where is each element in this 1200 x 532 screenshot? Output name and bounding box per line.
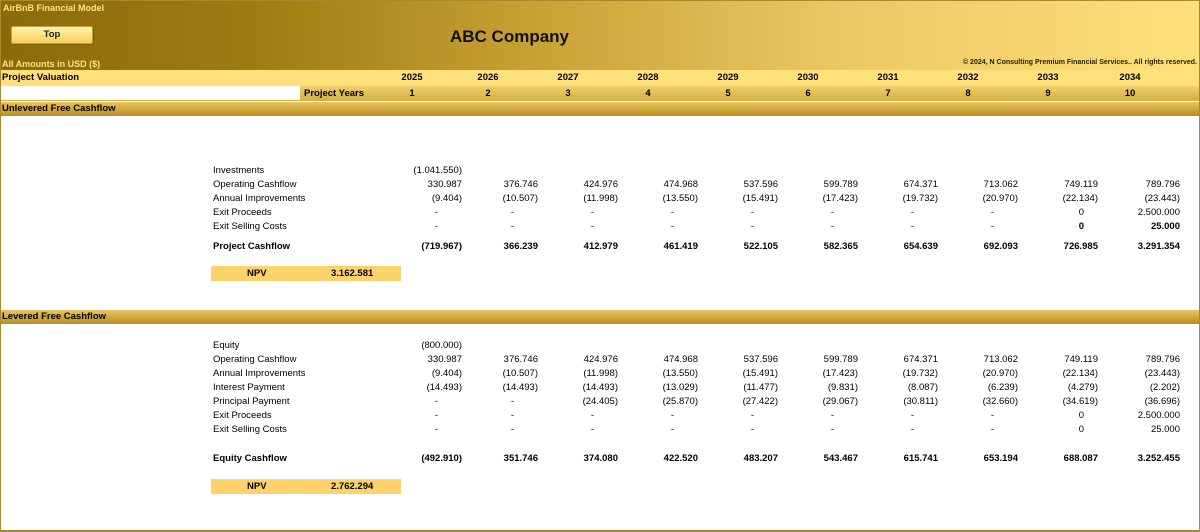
value-cell: (10.507) — [502, 368, 538, 379]
value-cell: 351.746 — [503, 453, 538, 464]
currency-label: All Amounts in USD ($) — [2, 59, 101, 69]
value-cell: (4.279) — [1067, 382, 1098, 393]
value-cell: - — [670, 424, 674, 435]
value-cell: (11.998) — [583, 368, 618, 379]
value-cell: - — [670, 410, 674, 421]
company-title: ABC Company — [450, 27, 570, 46]
row-label: Exit Proceeds — [213, 207, 272, 218]
row-label: Equity — [213, 340, 240, 351]
value-cell: (719.967) — [421, 241, 462, 252]
row-label: Exit Selling Costs — [213, 424, 287, 435]
value-cell: 0 — [1078, 221, 1084, 232]
value-cell: (2.202) — [1149, 382, 1180, 393]
value-cell: 713.062 — [983, 354, 1018, 365]
value-cell: 749.119 — [1064, 179, 1098, 190]
value-cell: - — [434, 424, 438, 435]
value-cell: 713.062 — [983, 179, 1018, 190]
table-row — [0, 193, 1200, 207]
header-banner — [0, 0, 1200, 70]
project-years-row — [0, 86, 1200, 101]
value-cell: 25.000 — [1150, 424, 1180, 435]
value-cell: - — [670, 207, 674, 218]
table-row — [0, 424, 1200, 438]
value-cell: (24.405) — [582, 396, 618, 407]
table-row — [0, 396, 1200, 410]
value-cell: 674.371 — [903, 354, 938, 365]
levered-npv-box — [211, 479, 401, 494]
value-cell: (15.491) — [742, 368, 778, 379]
value-cell: 615.741 — [903, 453, 938, 464]
year-header: 2031 — [877, 72, 899, 83]
value-cell: - — [750, 221, 754, 232]
value-cell: - — [750, 410, 754, 421]
year-header: 2026 — [477, 72, 499, 83]
value-cell: - — [510, 396, 514, 407]
value-cell: 692.093 — [983, 241, 1018, 252]
value-cell: (15.491) — [742, 193, 778, 204]
year-header: 2028 — [637, 72, 659, 83]
value-cell: - — [590, 207, 594, 218]
blank-cell — [0, 86, 300, 100]
value-cell: - — [670, 221, 674, 232]
row-label: Exit Proceeds — [213, 410, 272, 421]
value-cell: 483.207 — [743, 453, 778, 464]
value-cell: (9.404) — [431, 193, 462, 204]
value-cell: - — [750, 424, 754, 435]
value-cell: (13.550) — [662, 193, 698, 204]
value-cell: (14.493) — [426, 382, 462, 393]
year-number: 2 — [485, 88, 491, 99]
value-cell: - — [910, 221, 914, 232]
value-cell: (23.443) — [1144, 193, 1180, 204]
value-cell: - — [590, 221, 594, 232]
year-number: 10 — [1124, 88, 1136, 99]
value-cell: (23.443) — [1144, 368, 1180, 379]
value-cell: (14.493) — [582, 382, 618, 393]
value-cell: - — [510, 207, 514, 218]
row-label: Principal Payment — [213, 396, 290, 407]
value-cell: 330.987 — [427, 354, 462, 365]
year-header: 2025 — [401, 72, 423, 83]
value-cell: (6.239) — [987, 382, 1018, 393]
value-cell: - — [990, 221, 994, 232]
row-label: Equity Cashflow — [213, 453, 287, 464]
value-cell: 653.194 — [983, 453, 1018, 464]
levered-section-header — [0, 310, 1200, 324]
value-cell: - — [434, 396, 438, 407]
value-cell: (20.970) — [982, 193, 1018, 204]
table-row — [0, 382, 1200, 396]
value-cell: - — [830, 424, 834, 435]
value-cell: 537.596 — [743, 179, 778, 190]
value-cell: 726.985 — [1063, 241, 1098, 252]
value-cell: 3.252.455 — [1137, 453, 1180, 464]
value-cell: - — [910, 207, 914, 218]
row-label: Exit Selling Costs — [213, 221, 287, 232]
year-header: 2032 — [957, 72, 979, 83]
value-cell: (36.696) — [1144, 396, 1180, 407]
value-cell: (20.970) — [982, 368, 1018, 379]
value-cell: (13.029) — [662, 382, 698, 393]
year-number: 5 — [725, 88, 731, 99]
value-cell: - — [510, 221, 514, 232]
value-cell: 2.500.000 — [1137, 207, 1180, 218]
value-cell: 0 — [1078, 424, 1084, 435]
value-cell: - — [590, 424, 594, 435]
value-cell: (17.423) — [822, 368, 858, 379]
value-cell: 424.976 — [583, 354, 618, 365]
value-cell: - — [830, 207, 834, 218]
value-cell: - — [990, 207, 994, 218]
value-cell: (29.067) — [822, 396, 858, 407]
row-label: Investments — [213, 165, 265, 176]
table-row — [0, 453, 1200, 467]
value-cell: (22.134) — [1062, 368, 1098, 379]
npv-value: 3.162.581 — [331, 268, 374, 279]
value-cell: 688.087 — [1063, 453, 1098, 464]
value-cell: 412.979 — [583, 241, 618, 252]
value-cell: - — [990, 424, 994, 435]
value-cell: - — [830, 221, 834, 232]
value-cell: (800.000) — [421, 340, 462, 351]
value-cell: (492.910) — [421, 453, 462, 464]
npv-label: NPV — [247, 268, 267, 279]
value-cell: - — [910, 410, 914, 421]
value-cell: 330.987 — [427, 179, 462, 190]
year-header: 2034 — [1119, 72, 1141, 83]
value-cell: 674.371 — [903, 179, 938, 190]
value-cell: 789.796 — [1145, 179, 1180, 190]
table-row — [0, 179, 1200, 193]
value-cell: (32.660) — [982, 396, 1018, 407]
year-header: 2029 — [717, 72, 739, 83]
value-cell: (9.404) — [431, 368, 462, 379]
value-cell: (19.732) — [902, 368, 938, 379]
row-label: Operating Cashflow — [213, 179, 297, 190]
value-cell: 374.080 — [583, 453, 618, 464]
value-cell: - — [510, 424, 514, 435]
value-cell: - — [434, 221, 438, 232]
value-cell: 599.789 — [823, 179, 858, 190]
row-label: Annual Improvements — [213, 193, 306, 204]
value-cell: - — [590, 410, 594, 421]
value-cell: 654.639 — [903, 241, 938, 252]
year-number: 1 — [409, 88, 415, 99]
value-cell: 376.746 — [503, 354, 538, 365]
year-number: 7 — [885, 88, 891, 99]
value-cell: 537.596 — [743, 354, 778, 365]
value-cell: 461.419 — [663, 241, 698, 252]
table-row — [0, 354, 1200, 368]
value-cell: (17.423) — [822, 193, 858, 204]
value-cell: - — [830, 410, 834, 421]
app-title: AirBnB Financial Model — [3, 3, 105, 13]
value-cell: 474.968 — [663, 179, 698, 190]
row-label: Operating Cashflow — [213, 354, 297, 365]
table-row — [0, 207, 1200, 221]
value-cell: (14.493) — [502, 382, 538, 393]
project-years-label: Project Years — [304, 88, 365, 99]
year-number: 4 — [645, 88, 651, 99]
year-number: 9 — [1045, 88, 1051, 99]
year-header: 2033 — [1037, 72, 1059, 83]
value-cell: (9.831) — [827, 382, 858, 393]
valuation-header-row — [0, 70, 1200, 86]
row-label: Interest Payment — [213, 382, 285, 393]
row-label: Project Cashflow — [213, 241, 291, 252]
value-cell: 582.365 — [823, 241, 858, 252]
value-cell: (19.732) — [902, 193, 938, 204]
value-cell: 424.976 — [583, 179, 618, 190]
value-cell: (11.477) — [743, 382, 778, 393]
table-row — [0, 165, 1200, 179]
value-cell: 749.119 — [1064, 354, 1098, 365]
unlevered-section-header — [0, 102, 1200, 116]
unlevered-npv-box — [211, 266, 401, 281]
value-cell: (13.550) — [662, 368, 698, 379]
value-cell: - — [750, 207, 754, 218]
value-cell: 0 — [1078, 410, 1084, 421]
value-cell: (10.507) — [502, 193, 538, 204]
value-cell: 522.105 — [743, 241, 778, 252]
row-label: Annual Improvements — [213, 368, 306, 379]
value-cell: 3.291.354 — [1137, 241, 1180, 252]
value-cell: (25.870) — [662, 396, 698, 407]
value-cell: 25.000 — [1150, 221, 1180, 232]
value-cell: - — [910, 424, 914, 435]
table-row — [0, 221, 1200, 235]
table-row — [0, 340, 1200, 354]
year-header: 2030 — [797, 72, 819, 83]
table-row — [0, 410, 1200, 424]
value-cell: (27.422) — [742, 396, 778, 407]
value-cell: - — [434, 410, 438, 421]
year-number: 8 — [965, 88, 971, 99]
year-number: 6 — [805, 88, 811, 99]
unlevered-section-title: Unlevered Free Cashflow — [2, 103, 116, 114]
valuation-label: Project Valuation — [2, 72, 80, 83]
value-cell: 2.500.000 — [1137, 410, 1180, 421]
value-cell: 543.467 — [823, 453, 858, 464]
value-cell: 376.746 — [503, 179, 538, 190]
value-cell: 474.968 — [663, 354, 698, 365]
value-cell: - — [434, 207, 438, 218]
value-cell: - — [990, 410, 994, 421]
table-row — [0, 368, 1200, 382]
npv-label: NPV — [247, 481, 267, 492]
value-cell: (22.134) — [1062, 193, 1098, 204]
value-cell: (1.041.550) — [413, 165, 462, 176]
value-cell: 366.239 — [503, 241, 538, 252]
value-cell: 0 — [1078, 207, 1084, 218]
value-cell: (34.619) — [1062, 396, 1098, 407]
value-cell: (30.811) — [903, 396, 938, 407]
value-cell: 422.520 — [663, 453, 698, 464]
value-cell: (8.087) — [907, 382, 938, 393]
value-cell: (11.998) — [583, 193, 618, 204]
value-cell: 789.796 — [1145, 354, 1180, 365]
top-button[interactable]: Top — [11, 26, 93, 44]
copyright-notice: © 2024, N Consulting Premium Financial Services.. All rights reserved. — [962, 59, 1197, 66]
table-row — [0, 241, 1200, 255]
year-header: 2027 — [557, 72, 579, 83]
levered-section-title: Levered Free Cashflow — [2, 311, 107, 322]
year-number: 3 — [565, 88, 571, 99]
value-cell: - — [510, 410, 514, 421]
value-cell: 599.789 — [823, 354, 858, 365]
npv-value: 2.762.294 — [331, 481, 374, 492]
